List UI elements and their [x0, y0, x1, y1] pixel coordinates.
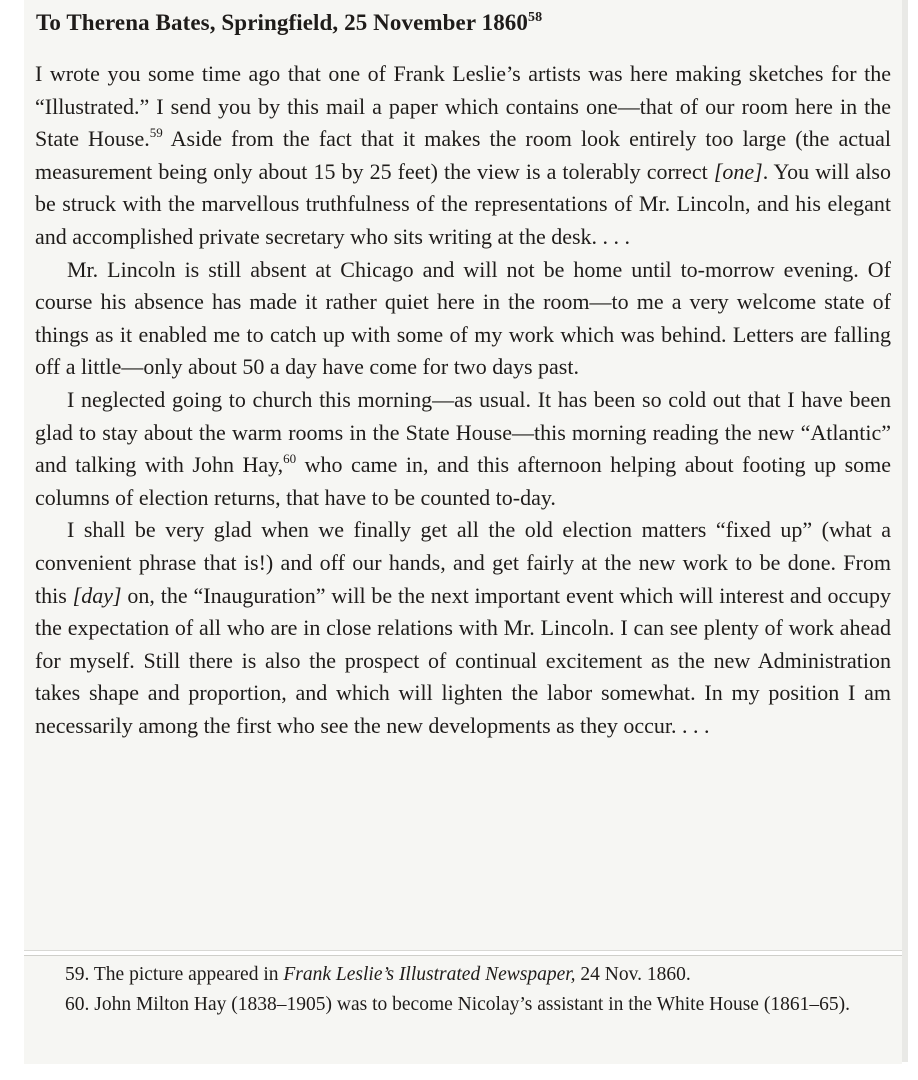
paragraph-3-text-b: who came in, and this afternoon helping about footing up some columns of election returns, that have to be counted to-day. — [35, 452, 892, 510]
paper-edge — [902, 0, 908, 1062]
paragraph-3-text-a: I neglected going to church this morning—as usual. It has been so cold out that I have been glad to stay about the warm rooms in the State House—this morning reading the new “Atlantic” and talking with John Hay, — [35, 386, 891, 478]
paragraph-4-text-a: I shall be very glad when we finally get all the old election matters “fixed up” (what a convenient phrase that is!) and off our hands, and get fairly at the new work to be done. From this — [35, 517, 891, 608]
heading-footnote-ref: 58 — [528, 10, 543, 25]
footnote-59 — [35, 960, 891, 990]
paragraph-1-text-b: Aside from the fact that it makes the room look entirely too large (the actual measurement being only about 15 by 25 feet) the view is a tolerably correct — [35, 126, 891, 184]
paragraph-2 — [35, 254, 891, 384]
footnote-60-text: 60. John Milton Hay (1838–1905) was to become Nicolay’s assistant in the White House (1861–65). — [65, 994, 850, 1015]
footnote-ref-60: 60 — [283, 451, 297, 467]
heading-text: To Therena Bates, Springfield, 25 November 1860 — [36, 10, 528, 35]
footnotes — [35, 960, 891, 1020]
footnote-59-text-a: 59. The picture appeared in — [65, 964, 284, 985]
paragraph-3 — [35, 384, 891, 514]
letter-heading — [36, 10, 542, 36]
paragraph-1-text-c: . You will also be struck with the marvellous truthfulness of the representations of Mr. Lincoln, and his elegant and accomplished private secretary who sits writing at the desk. . . . — [35, 158, 891, 249]
footnote-ref-59: 59 — [149, 125, 163, 141]
paragraph-4-text-b: on, the “Inauguration” will be the next important event which will interest and occupy the expectation of all who are in close relations with Mr. Lincoln. I can see plenty of work ahead for myself. Still there is also the prospect of continual excitement as the new Administration takes shape and proportion, and which will lighten the labor somewhat. In my position I am necessarily among the first who see the new developments as they occur. . . . — [35, 582, 891, 738]
editorial-insertion-one: [one] — [713, 158, 763, 184]
footnote-59-text-b: 24 Nov. 1860. — [575, 964, 691, 985]
editorial-insertion-day: [day] — [72, 582, 122, 608]
footnote-60 — [35, 990, 891, 1020]
paragraph-2-text: Mr. Lincoln is still absent at Chicago and will not be home until to-morrow evening. Of course his absence has made it rather quiet here in the room—to me a very welcome state of things as it enabled me to catch up with some of my work which was behind. Letters are falling off a little—only about 50 a day have come for two days past. — [35, 256, 891, 380]
paragraph-1-text-a: I wrote you some time ago that one of Frank Leslie’s artists was here making sketches for the “Illustrated.” I send you by this mail a paper which contains one—that of our room here in the State House. — [35, 61, 891, 152]
paragraph-1 — [35, 58, 891, 254]
footnote-59-publication: Frank Leslie’s Illustrated Newspaper, — [283, 964, 576, 985]
letter-body — [35, 58, 891, 742]
paragraph-4 — [35, 514, 891, 742]
